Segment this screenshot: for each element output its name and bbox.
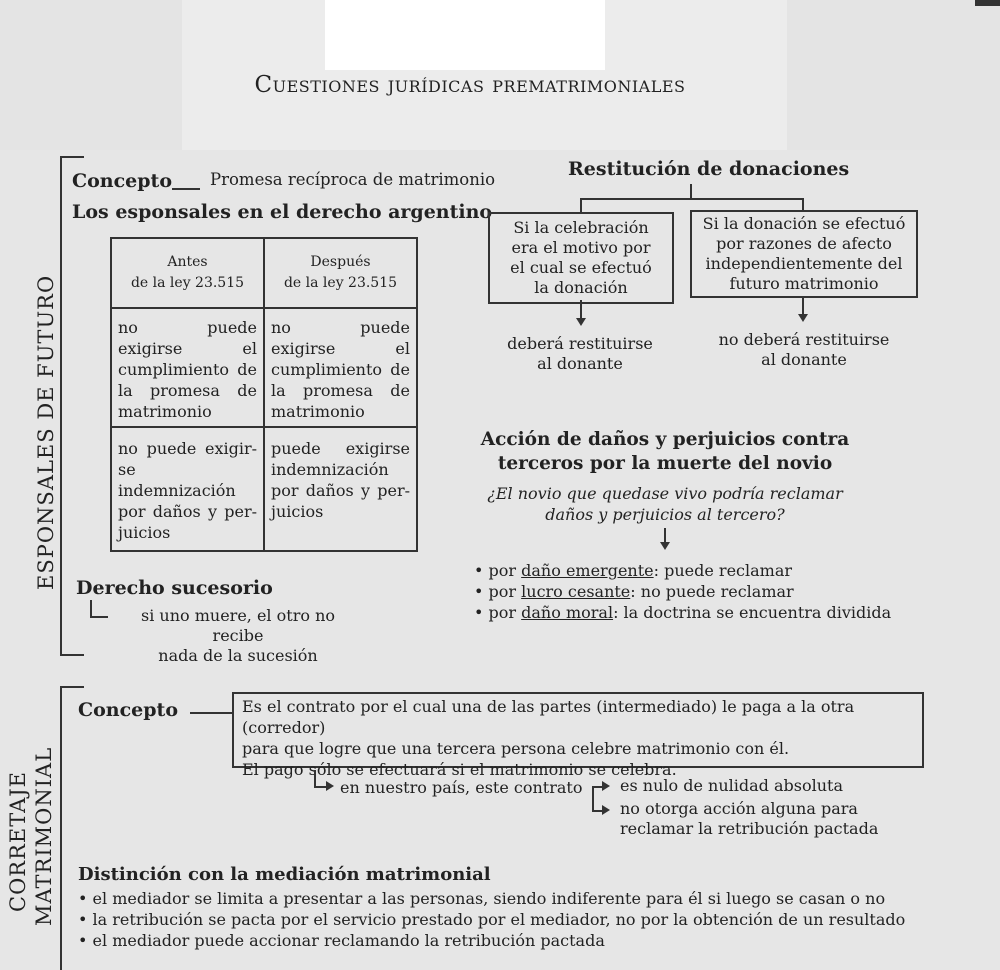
cell-text: no puede exigirse el cumplimiento de la promesa de matrimonio [118, 318, 257, 421]
distincion-bullets [78, 888, 905, 951]
table-cell-r1c2 [264, 308, 417, 427]
danos-arrow-stem [664, 528, 666, 542]
distincion-bullet: • el mediador puede accionar reclamando la retribución pactada [78, 930, 905, 951]
section2-vertical-label-2: MATRIMONIAL [32, 746, 56, 926]
bullet-prefix: por [488, 603, 522, 622]
distincion-bullet: • la retribución se pacta por el servicio prestado por el mediador, no por la obtención de un resultado [78, 909, 905, 930]
concepto-text: Promesa recíproca de matrimonio [210, 170, 496, 189]
bullet-term: daño moral [521, 603, 614, 622]
sucesorio-line2: nada de la sucesión [158, 646, 318, 665]
result-right-line: no deberá restituirse [718, 330, 890, 349]
section2-vertical-label-1: CORRETAJE [6, 770, 30, 912]
table-header-antes [111, 238, 264, 308]
cell-text: puede exigirse indemnización por daños y per-juicios [271, 439, 410, 521]
danos-arrow-head [660, 542, 670, 550]
esponsales-heading: Los esponsales en el derecho argentino [72, 201, 493, 223]
danos-question-line2: daños y perjuicios al tercero? [545, 505, 785, 524]
box-right-line: futuro matrimonio [729, 274, 879, 293]
table-cell-r2c1 [111, 427, 264, 551]
sucesorio-heading: Derecho sucesorio [76, 577, 273, 599]
distincion-bullet: • el mediador se limita a presentar a las personas, siendo indiferente para él si luego se casan o no [78, 888, 905, 909]
pais-arrow-head [326, 781, 334, 791]
header-antes-line2: de la ley 23.515 [130, 275, 245, 291]
danos-question [470, 483, 860, 525]
box-donacion-afecto [690, 210, 918, 298]
branch-nulo: es nulo de nulidad absoluta [620, 776, 843, 795]
sucesorio-line1: si uno muere, el otro no recibe [140, 606, 335, 645]
sucesorio-connector-h [90, 616, 108, 618]
table-header-despues [264, 238, 417, 308]
arrow-right-head [798, 314, 808, 322]
esponsales-table [110, 237, 418, 552]
sucesorio-connector-v [90, 600, 92, 616]
arrow-right-stem [802, 296, 804, 314]
bullet-prefix: por [488, 582, 522, 601]
danos-bullet [474, 560, 891, 581]
scan-paper-white [325, 0, 605, 70]
box-right-line: independientemente del [705, 254, 903, 273]
branch-connector-v [592, 786, 594, 810]
box-left-line: el cual se efectuó [510, 258, 652, 277]
result-left-line: al donante [537, 354, 623, 373]
restitucion-branch-left [580, 198, 582, 212]
restitucion-heading: Restitución de donaciones [568, 158, 850, 180]
box-right-line: Si la donación se efectuó [702, 214, 906, 233]
box-left-line: la donación [534, 278, 628, 297]
arrow-left-head [576, 318, 586, 326]
cell-text: no puede exigirse el cumplimiento de la promesa de matrimonio [271, 318, 410, 421]
branch-accion-line1: no otorga acción alguna para [620, 799, 858, 818]
header-antes-line1: Antes [167, 254, 208, 270]
danos-bullets [474, 560, 891, 623]
bullet-rest: : puede reclamar [653, 561, 793, 580]
corretaje-concepto-connector [190, 712, 232, 714]
bullet-rest: : no puede reclamar [630, 582, 794, 601]
bullet-rest: : la doctrina se encuentra dividida [613, 603, 892, 622]
concepto-connector [172, 188, 200, 190]
box-left-line: Si la celebración [513, 218, 649, 237]
cell-text: no puede exigir-se indemnización por daños y per-juicios [118, 439, 257, 542]
box-donacion-motivo [488, 212, 674, 304]
page-title: Cuestiones jurídicas prematrimoniales [254, 72, 686, 98]
table-cell-r2c2 [264, 427, 417, 551]
corretaje-concepto-label: Concepto [78, 699, 179, 721]
restitucion-stem [690, 184, 692, 198]
branch-arrow-1 [602, 781, 610, 791]
scan-edge-mark [975, 0, 1000, 6]
corretaje-box-line: El pago sólo se efectuará si el matrimonio se celebra. [242, 760, 677, 779]
table-cell-r1c1 [111, 308, 264, 427]
corretaje-box-line: Es el contrato por el cual una de las partes (intermediado) le paga a la otra (corredor) [242, 697, 855, 737]
concepto-label: Concepto [72, 170, 173, 192]
corretaje-concepto-box [232, 692, 924, 779]
restitucion-branch-right [802, 198, 804, 210]
bullet-term: daño emergente [521, 561, 654, 580]
restitucion-branch [580, 198, 802, 200]
branch-accion [620, 799, 878, 839]
box-left-line: era el motivo por [511, 238, 651, 257]
branch-accion-line2: reclamar la retribución pactada [620, 819, 879, 838]
bullet-term: lucro cesante [521, 582, 631, 601]
header-despues-line2: de la ley 23.515 [283, 275, 398, 291]
result-left [490, 334, 670, 374]
danos-question-line1: ¿El novio que quedase vivo podría reclamar [487, 484, 843, 503]
sucesorio-text [118, 606, 358, 666]
pais-connector-v [314, 770, 316, 786]
result-right-line: al donante [761, 350, 847, 369]
danos-heading-line2: terceros por la muerte del novio [497, 453, 833, 474]
bullet-prefix: por [488, 561, 522, 580]
danos-heading-line1: Acción de daños y perjuicios contra [480, 429, 850, 450]
danos-heading [470, 428, 860, 476]
arrow-left-stem [580, 300, 582, 318]
box-right-line: por razones de afecto [716, 234, 892, 253]
header-despues-line1: Después [310, 254, 371, 270]
corretaje-box-line: para que logre que una tercera persona celebre matrimonio con él. [242, 739, 790, 758]
result-left-line: deberá restituirse [507, 334, 653, 353]
distincion-heading: Distinción con la mediación matrimonial [78, 864, 491, 885]
danos-bullet [474, 581, 891, 602]
branch-arrow-2 [602, 805, 610, 815]
section1-vertical-label: ESPONSALES DE FUTURO [34, 274, 58, 590]
pais-text: en nuestro país, este contrato [340, 778, 583, 797]
result-right [700, 330, 908, 370]
danos-bullet [474, 602, 891, 623]
